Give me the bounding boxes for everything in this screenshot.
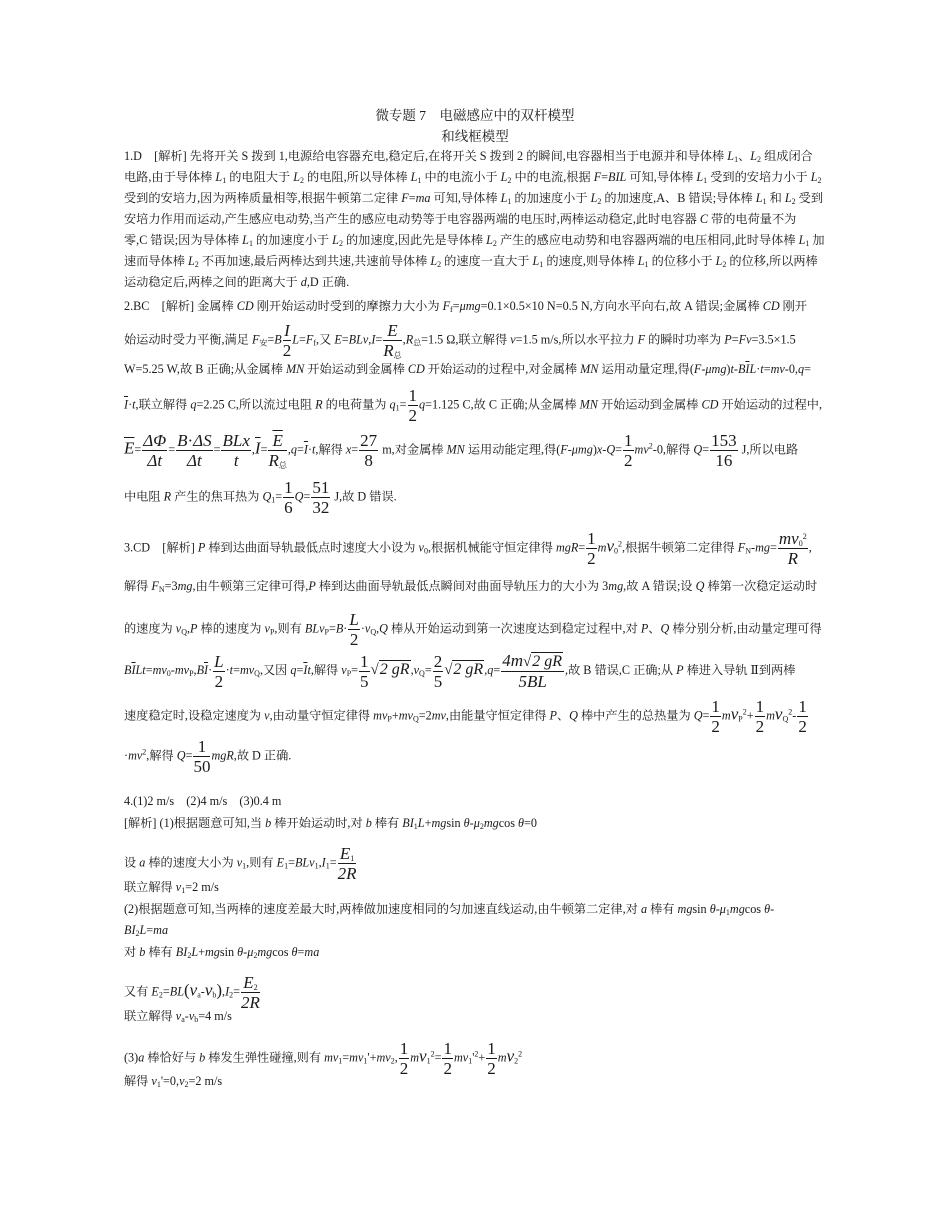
- document-page: 微专题 7 电磁感应中的双杆模型 和线框模型 1.D [解析] 先将开关 S 拨到 1,电源给电容器充电,稳定后,在将开关 S 拨到 2 的瞬间,电容器相当于电源并和导体棒 $L_1$、$L_2$ 组成闭合 电路,由于导体棒 $L_1$ 的电阻大于 $L_2$ 的电阻,所以导体棒 $L_1$ 中的电流小于 $L_2$ 中的电流,根据 F=BIL 可知,导体棒 $L_1$ 受到的安培力小于 $L_2$ 受到的安培力,因为两棒质量相等,根据牛顿第二定律 F=ma 可知,导体棒 $L_1$ 的加速度小于 $L_2$ 的加速度,A、B 错误;导体棒 $L_1$ 和 $L_2$ 受到 安培力作用而运动,产生感应电动势,当产生的感应电动势等于电容器两端的电压时,两棒运动稳定,此时电容器 C 带的电荷量不为 零,C 错误;因为导体棒 $L_1$ 的加速度小于 $L_2$ 的加速度,因此先是导体棒 $L_2$ 产生的感应电动势和电容器两端的电压相同,此时导体棒 $L_1$ 加 速而导体棒 $L_2$ 不再加速,最后两棒达到共速,共速前导体棒 $L_2$ 的速度一直大于 $L_1$ 的速度,则导体棒 $L_1$ 的位移小于 $L_2$ 的位移,所以两棒 运动稳定后,两棒之间的距离大于 d,D 正确. 2.BC [解析] 金属棒 CD 刚开始运动时受到的摩擦力大小为 $F_f=\mu mg=0.1\times 0.5\times 10$ N=0.5 N,方向水平向右,故 A 错误;金属棒 CD 刚开 始运动时受力平衡,满足 $F_安=B$ $\frac{I}{2}$ $L=F_f$,又 E=BLv,I= $\frac{E}{R_总}$ $,R_总=1.5$ Ω,联立解得 v=1.5 m/s,所以水平拉力 F 的瞬时功率为 P=Fv=3.5×1.5 W=5.25 W,故 B 正确;从金属棒 MN 开始运动到金属棒 CD 开始运动的过程中,对金属棒 MN 运用动量定理,得$(F-\mu mg)t-B\overline{I}L\cdot t=mv-0,q=$ $\overline{I}\cdot t$,联立解得 q=2.25 C,所以流过电阻 R 的电荷量为 $q_1=$ $\frac{1}{2}$ q=1.125 C,故 C 正确;从金属棒 MN 开始运动到金属棒 CD 开始运动的过程中, $\overline{E}=$ $\frac{\Delta\Phi}{\Delta t}$ = $\frac{B\cdot\Delta S}{\Delta t}$ = $\frac{\text{BLx}}{t}$ $,\overline{I}=$ $\frac{\overline{E}}{R_总}$ $,q=\overline{I}\cdot t$,解得 x= $\frac{27}{8}$ m,对金属棒 MN 运用动能定理,得(F-μmg)x-Q= $\frac{1}{2}$ $mv^2-0$,解得 Q= $\frac{153}{16}$ J,所以电路 中电阻 R 产生的焦耳热为 $Q_1=$ $\frac{1}{6}$ Q= $\frac{51}{32}$ J,故 D 错误. 3.CD [解析] P 棒到达曲面导轨最低点时速度大小设为 $v_0$,根据机械能守恒定律得 mgR= $\frac{1}{2}$ $mv_0^2$,根据牛顿第二定律得 $F_N-mg=$ $\frac{mv_0^2}{R}$ , 解得 $F_N=3mg$,由牛顿第三定律可得,P 棒到达曲面导轨最低点瞬间对曲面导轨压力的大小为 3mg,故 A 错误;设 Q 棒第一次稳定运动时 的速度为 $v_Q,P$ 棒的速度为 $v_P$,则有 BLv$_P$=B· $\frac{L}{2}$ $\cdot v_Q,Q$ 棒从开始运动到第一次速度达到稳定过程中,对 P、Q 棒分别分析,由动量定理可得 $B\overline{I}Lt=mv_0-mv_P,B\overline{I}\cdot$ $\frac{L}{2}$ $\cdot t=mv_Q$,又因 $q=\overline{I}t$,解得 $v_P=$ $\frac{1}{5}$ √2 $gR,v_Q=$ $\frac{2}{5}$ √2 gR,q= $\frac{4m√2 gR}{5BL}$ ,故 B 错误,C 正确;从 P 棒进入导轨 Ⅱ到两棒 速度稳定时,设稳定速度为 v,由动量守恒定律得 $mv_P+mv_Q=2mv$,由能量守恒定律得 P、Q 棒中产生的总热量为 Q= $\frac{1}{2}$ $mv_P^2+$ $\frac{1}{2}$ $mv_Q^2-$ $\frac{1}{2}$ $\cdot mv^2$,解得 Q= $\frac{1}{50}$ mgR,故 D 正确. 4.(1)2 m/s (2)4 m/s (3)0.4 m [解析] (1)根据题意可知,当 b 棒开始运动时,对 b 棒有 $BI_1L+mgsin$ $\theta-\mu_2mgcos$ θ=0 设 a 棒的速度大小为 $v_1$,则有 $E_1=BLv_1,I_1=$ $\frac{E_1}{2R}$ 联立解得 $v_1=2$ m/s (2)根据题意可知,当两棒的速度差最大时,两棒做加速度相同的匀加速直线运动,由牛顿第二定律,对 a 棒有 mgsin $\theta-\mu_1mgcos$ θ- $BI_2L=ma$ 对 b 棒有 $BI_2L+mgsin$ $\theta-\mu_2mgcos$ θ=ma 又有 $E_2=BL(v_a-v_b),I_2=$ $\frac{E_2}{2R}$ 联立解得 $v_a-v_b=4$ m/s (3)a 棒恰好与 b 棒发生弹性碰撞,则有 $mv_1=mv_1'+mv_2$, $\frac{1}{2}$ $mv_1^2=$ $\frac{1}{2}$ $mv_1'^2+$ $\frac{1}{2}$ $mv_2^2$ 解得 $v_1'=0,v_2=2$ m/s: [0, 0, 950, 1213]
- text-line: 安培力作用而运动,产生感应电动势,当产生的感应电动势等于电容器两端的电压时,两棒运动稳定,此时电容器 C 带的电荷量不为: [124, 212, 797, 226]
- text-line: 解得 $v_1'=0,v_2=2$ m/s: [124, 1074, 223, 1089]
- text-line: 速而导体棒 $L_2$ 不再加速,最后两棒达到共速,共速前导体棒 $L_2$ 的速度一直大于 $L_1$ 的速度,则导体棒 $L_1$ 的位移小于 $L_2$ 的位移,所以两棒: [124, 254, 818, 269]
- text-line: 零,C 错误;因为导体棒 $L_1$ 的加速度小于 $L_2$ 的加速度,因此先是导体棒 $L_2$ 产生的感应电动势和电容器两端的电压相同,此时导体棒 $L_1$ 加: [124, 233, 825, 248]
- text-line: $BI_2L=ma$: [124, 923, 169, 938]
- answer-label: 4.(1)2 m/s (2)4 m/s (3)0.4 m: [124, 794, 282, 808]
- text-line: (2)根据题意可知,当两棒的速度差最大时,两棒做加速度相同的匀加速直线运动,由牛顿第二定律,对 a 棒有 mgsin $\theta-\mu_1mgcos$ θ-: [124, 902, 775, 917]
- text-line: 解得 $F_N=3mg$,由牛顿第三定律可得,P 棒到达曲面导轨最低点瞬间对曲面导轨压力的大小为 3mg,故 A 错误;设 Q 棒第一次稳定运动时: [124, 579, 818, 594]
- page-subtitle: 和线框模型: [441, 129, 509, 144]
- answer-label: 2.BC [解析]: [124, 299, 195, 313]
- text-line: 联立解得 $v_1=2$ m/s: [124, 880, 219, 895]
- text-line: 设 a 棒的速度大小为 $v_1$,则有 $E_1=BLv_1,I_1=$ $\frac{E_1}{2R}$: [124, 844, 357, 883]
- text-line: W=5.25 W,故 B 正确;从金属棒 MN 开始运动到金属棒 CD 开始运动的过程中,对金属棒 MN 运用动量定理,得$(F-\mu mg)t-B\overline{I}L\cdot t=mv-0,q=$: [124, 362, 811, 376]
- text-line: $\overline{I}\cdot t$,联立解得 q=2.25 C,所以流过电阻 R 的电荷量为 $q_1=$ $\frac{1}{2}$ q=1.125 C,故 C 正确;从金属棒 MN 开始运动到金属棒 CD 开始运动的过程中,: [124, 386, 823, 425]
- answer-label: 3.CD [解析]: [124, 540, 195, 555]
- text-line: $B\overline{I}Lt=mv_0-mv_P,B\overline{I}\cdot$ $\frac{L}{2}$ $\cdot t=mv_Q$,又因 $q=\overline{I}t$,解得 $v_P=$ $\frac{1}{5}$ √2 $gR,v_Q=$ $\frac{2}{5}$ √2 gR,q= $\frac{4m√2 gR}{5BL}$ ,故 B 错误,C 正确;从 P 棒进入导轨 Ⅱ到两棒: [124, 651, 796, 691]
- text-line: 中电阻 R 产生的焦耳热为 $Q_1=$ $\frac{1}{6}$ Q= $\frac{51}{32}$ J,故 D 错误.: [124, 478, 397, 517]
- text-line: 电路,由于导体棒 $L_1$ 的电阻大于 $L_2$ 的电阻,所以导体棒 $L_1$ 中的电流小于 $L_2$ 中的电流,根据 F=BIL 可知,导体棒 $L_1$ 受到的安培力小于 $L_2$: [124, 170, 822, 185]
- text-line: 始运动时受力平衡,满足 $F_安=B$ $\frac{I}{2}$ $L=F_f$,又 E=BLv,I= $\frac{E}{R_总}$ $,R_总=1.5$ Ω,联立解得 v=1.5 m/s,所以水平拉力 F 的瞬时功率为 P=Fv=3.5×1.5: [124, 321, 796, 360]
- text-line: 又有 $E_2=BL(v_a-v_b),I_2=$ $\frac{E_2}{2R}$: [124, 973, 260, 1012]
- text-line: 联立解得 $v_a-v_b=4$ m/s: [124, 1009, 232, 1024]
- text-line: 的速度为 $v_Q,P$ 棒的速度为 $v_P$,则有 BLv$_P$=B· $\frac{L}{2}$ $\cdot v_Q,Q$ 棒从开始运动到第一次速度达到稳定过程中,对 P、Q 棒分别分析,由动量定理可得: [124, 610, 822, 649]
- text-line: $\cdot mv^2$,解得 Q= $\frac{1}{50}$ mgR,故 D 正确.: [124, 737, 292, 776]
- page-title: 微专题 7 电磁感应中的双杆模型: [375, 108, 575, 123]
- answer-label: 1.D [解析]: [124, 149, 187, 163]
- text-line: $\overline{E}=$ $\frac{\Delta\Phi}{\Delta t}$ = $\frac{B\cdot\Delta S}{\Delta t}$ = $\frac{\text{BLx}}{t}$ $,\overline{I}=$ $\frac{\overline{E}}{R_总}$ $,q=\overline{I}\cdot t$,解得 x= $\frac{27}{8}$ m,对金属棒 MN 运用动能定理,得(F-μmg)x-Q= $\frac{1}{2}$ $mv^2-0$,解得 Q= $\frac{153}{16}$ J,所以电路: [124, 431, 799, 470]
- text-line: 速度稳定时,设稳定速度为 v,由动量守恒定律得 $mv_P+mv_Q=2mv$,由能量守恒定律得 P、Q 棒中产生的总热量为 Q= $\frac{1}{2}$ $mv_P^2+$ $\frac{1}{2}$ $mv_Q^2-$ $\frac{1}{2}$: [124, 697, 807, 736]
- text-line: 受到的安培力,因为两棒质量相等,根据牛顿第二定律 F=ma 可知,导体棒 $L_1$ 的加速度小于 $L_2$ 的加速度,A、B 错误;导体棒 $L_1$ 和 $L_2$ 受到: [124, 191, 824, 206]
- text-line: (3)a 棒恰好与 b 棒发生弹性碰撞,则有 $mv_1=mv_1'+mv_2$, $\frac{1}{2}$ $mv_1^2=$ $\frac{1}{2}$ $mv_1'^2+$ $\frac{1}{2}$ $mv_2^2$: [124, 1039, 523, 1078]
- text-line: [解析] (1)根据题意可知,当 b 棒开始运动时,对 b 棒有 $BI_1L+mgsin$ $\theta-\mu_2mgcos$ θ=0: [124, 816, 537, 831]
- text-line: 对 b 棒有 $BI_2L+mgsin$ $\theta-\mu_2mgcos$ θ=ma: [124, 945, 320, 960]
- text-line: 运动稳定后,两棒之间的距离大于 d,D 正确.: [124, 275, 350, 289]
